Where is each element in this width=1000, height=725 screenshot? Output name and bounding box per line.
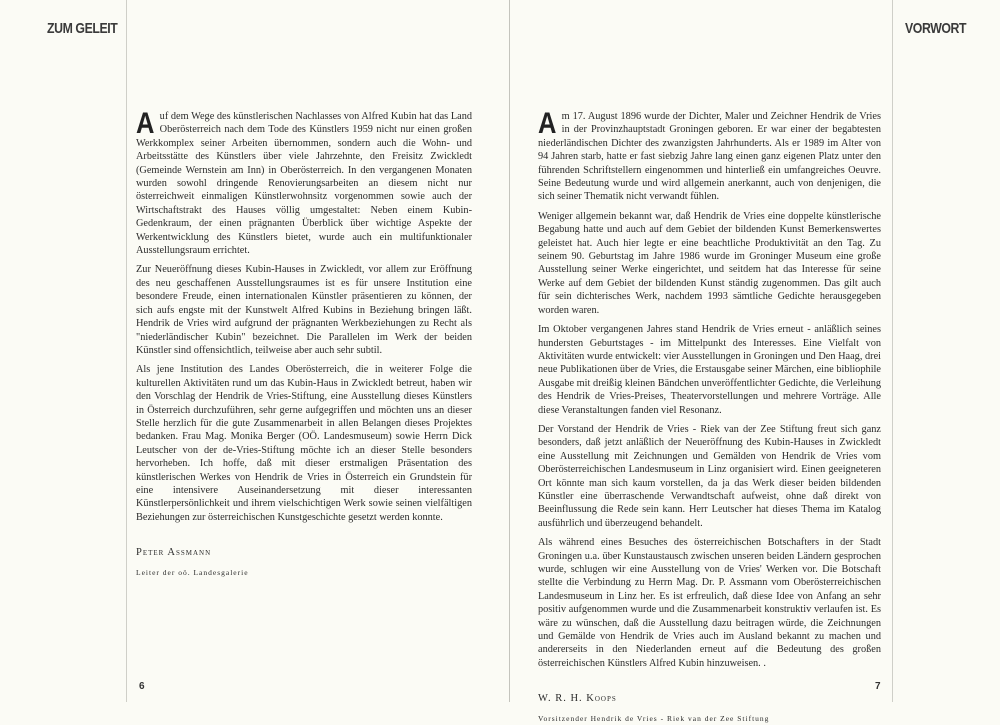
paragraph: Zur Neueröffnung dieses Kubin-Hauses in Zwickledt, vor allem zur Eröffnung des neu geschaffenen Ausstellungsraumes ist es für unsere Institution eine besondere Freude, einen internationalen Künstler präsentieren zu können, der sich aufs engste mit der Kunstwelt Alfred Kubins in Beziehung bringen läßt. Hendrik de Vries wird aufgrund der prägnanten Werkbeziehungen zu Recht als "niederländischer Kubin" bezeichnet. Die Parallelen im Werk der beiden Künstler sind offensichtlich, teilweise aber auch sehr subtil.: [136, 264, 472, 356]
drop-cap: A: [538, 107, 557, 140]
left-page-body: [136, 107, 472, 579]
left-page-header: ZUM GELEIT: [47, 20, 118, 37]
left-margin-rule: [126, 0, 127, 702]
author-signature: W. R. H. Koops: [538, 693, 617, 705]
paragraph: Auf dem Wege des künstlerischen Nachlasses von Alfred Kubin hat das Land Oberösterreich nach dem Tode des Künstlers 1959 nicht nur einen großen Werkkomplex seiner Arbeiten übernommen, sondern auch die Wohn- und Arbeitsstätte des Künstlers über viele Jahrzehnte, den Freisitz Zwickledt (Gemeinde Wernstein am Inn) in Oberösterreich. In den vergangenen Monaten wurden sowohl dringende Renovierungsarbeiten an diesem nicht nur österreichweit einmaligen Künstlerwohnsitz vorgenommen sowie auch der Wirtschaftstrakt des Hauses völlig umgestaltet: Neben einem Kubin-Gedenkraum, der einen prägnanten Überblick über wichtige Aspekte der Werkentwicklung des Künstlers bietet, wurde auch ein multifunktionaler Ausstellungsraum errichtet.: [136, 107, 472, 257]
right-margin-rule: [892, 0, 893, 702]
author-title: Vorsitzender Hendrik de Vries - Riek van der Zee Stiftung: [538, 713, 770, 723]
page-number-right: 7: [875, 681, 881, 692]
author-signature: Peter Assmann: [136, 547, 212, 559]
right-page-body: [538, 107, 881, 725]
author-title: Leiter der oö. Landesgalerie: [136, 567, 249, 577]
right-page-header: VORWORT: [905, 20, 967, 37]
spine-fold: [509, 0, 510, 702]
paragraph: Am 17. August 1896 wurde der Dichter, Maler und Zeichner Hendrik de Vries in der Provinzhauptstadt Groningen geboren. Er war einer der begabtesten niederländischen Dichter des zwanzigsten Jahrhunderts. Als er 1989 im Alter von 94 Jahren starb, hatte er fast siebzig Jahre lang einen ganz eigenen Platz unter den führenden Schriftstellern eingenommen und hinterließ ein umfangreiches Oeuvre. Seine Bedeutung wurde und wird allgemein anerkannt, auch von denjenigen, die sich seiner Thematik nicht verwandt fühlen.: [538, 107, 881, 203]
paragraph: Als jene Institution des Landes Oberösterreich, die in weiterer Folge die kulturellen Aktivitäten rund um das Kubin-Haus in Zwickledt betreut, haben wir den Vorschlag der Hendrik de Vries-Stiftung, eine Ausstellung dieses Künstlers in Österreich durchzuführen, sehr gerne aufgegriffen und möchten uns an dieser Stelle herzlich für die gute Zusammenarbeit in allen Belangen dieses Projektes bedanken. Frau Mag. Monika Berger (OÖ. Landesmuseum) sowie Herrn Dick Leutscher von der de-Vries-Stiftung möchte ich an dieser Stelle besonders hervorheben. Ich hoffe, daß mit dieser erstmaligen Präsentation des künstlerischen Werkes von Hendrik de Vries in Österreich ein Grundstein für eine intensivere Auseinandersetzung mit dieser interessanten Künstlerpersönlichkeit und ihrem vielschichtigen Werk sowie seinen vielfältigen Beziehungen zur österreichischen Kunstgeschichte gesetzt werden konnte.: [136, 364, 472, 523]
drop-cap: A: [136, 107, 155, 140]
page-number-left: 6: [139, 681, 145, 692]
paragraph: Als während eines Besuches des österreichischen Botschafters in der Stadt Groningen u.a. über Kunstaustausch zwischen unseren beiden Ländern gesprochen wurde, schlugen wir eine Ausstellung von de Vries' Werken vor. Die Botschaft stellte die Verbindung zu Herrn Mag. Dr. P. Assmann vom Oberösterreichischen Landesmuseum in Linz her. Es ist erfreulich, daß diese Idee von Anfang an sehr positiv aufgenommen wurde und die Zusammenarbeit konstruktiv verlaufen ist. Es wäre zu wünschen, daß die Ausstellung dazu beitragen würde, die Zeichnungen und Gemälde von Hendrik de Vries auch im Ausland bekannt zu machen und andererseits in den Niederlanden erneut auf die Bedeutung des großen österreichischen Künstlers Alfred Kubin hinzuweisen. .: [538, 537, 881, 669]
paragraph: Im Oktober vergangenen Jahres stand Hendrik de Vries erneut - anläßlich seines hundersten Geburtstages - im Mittelpunkt des Interesses. Eine Vielfalt von Aktivitäten wurde entwickelt: vier Ausstellungen in Groningen und Den Haag, drei neue Publikationen über de Vries, die Erstausgabe seiner Märchen, eine bibliophile Ausgabe mit dreißig kleinen Bändchen unveröffentlichter Gedichte, die Verleihung des Hendrik de Vries-Preises, Theatervorstellungen und mehrere Vorträge. Alle diese Veranstaltungen fanden viel Resonanz.: [538, 324, 881, 416]
paragraph: Der Vorstand der Hendrik de Vries - Riek van der Zee Stiftung freut sich ganz besonders, daß jetzt anläßlich der Neueröffnung des Kubin-Hauses in Zwickledt eine Ausstellung mit Zeichnungen und Gemälden von Hendrik de Vries vom Oberösterreichischen Landesmuseum in Linz organisiert wird. Einen geeigneteren Ort könnte man sich kaum vorstellen, da ja das Werk dieser beiden bildenden Künstler eine überraschende Verwandtschaft aufweist, ohne daß direkt von Beeinflussung die Rede sein kann. Herr Leutscher hat dieses Thema im Katalog ausführlich und überzeugend behandelt.: [538, 423, 881, 529]
paragraph: Weniger allgemein bekannt war, daß Hendrik de Vries eine doppelte künstlerische Begabung hatte und auch auf dem Gebiet der bildenden Kunst Bemerkenswertes geleistet hat. Auch hier legte er eine beachtliche Produktivität an den Tag. Zu seinem 90. Geburtstag im Jahre 1986 wurde im Groninger Museum eine große Ausstellung seiner Werke eingerichtet, und seitdem hat das Interesse für seine Werke auf dem Gebiet der bildenden Kunst ständig zugenommen. Das gilt auch für sein dichterisches Werk, nachdem 1993 sämtliche Gedichte herausgegeben worden waren.: [538, 210, 881, 316]
